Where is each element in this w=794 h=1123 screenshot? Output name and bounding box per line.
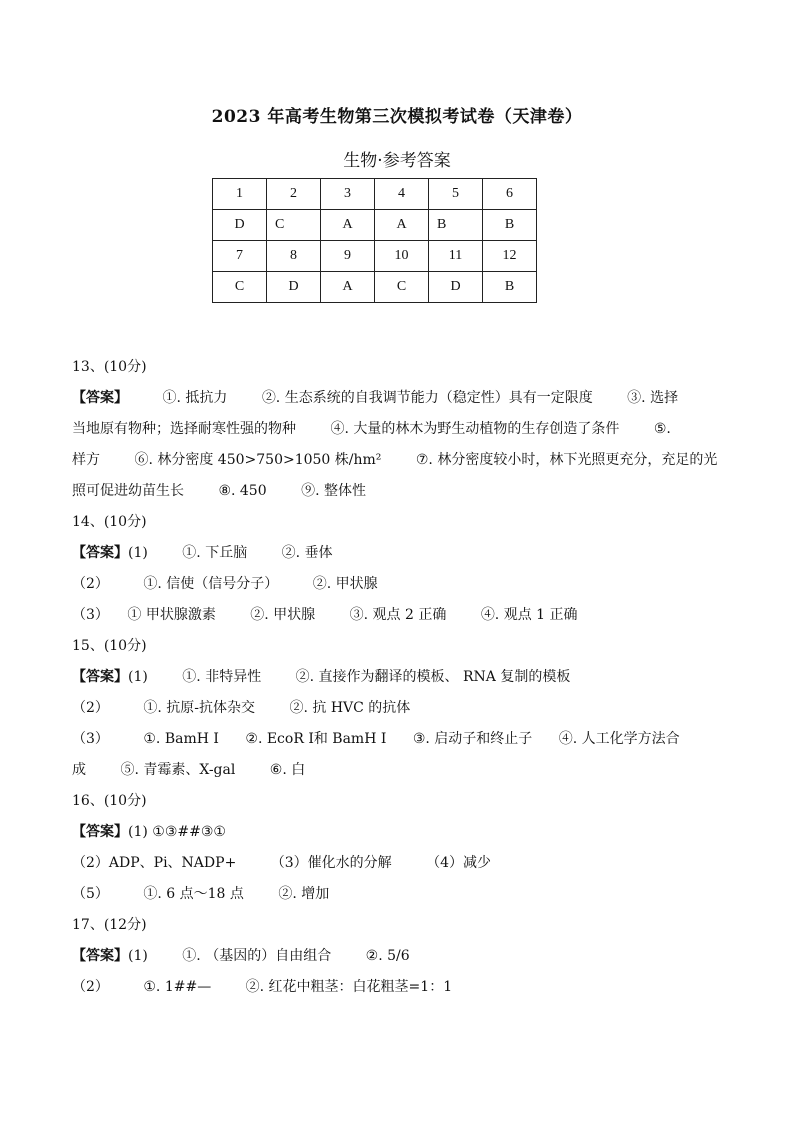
table-cell: C	[375, 272, 429, 303]
answer-line	[72, 879, 682, 910]
answer-item: ②. 生态系统的自我调节能力（稳定性）具有一定限度	[261, 390, 593, 406]
answer-line	[72, 569, 682, 600]
answer-line	[72, 724, 682, 755]
page-title: 2023 年高考生物第三次模拟考试卷（天津卷）	[211, 107, 583, 127]
table-cell: 1	[213, 179, 267, 210]
answer-item: ②. 甲状腺	[250, 607, 316, 623]
question-heading: 16、(10分)	[72, 793, 147, 809]
answer-part: （5）	[72, 886, 109, 902]
answer-table	[212, 178, 537, 303]
answer-item: ②. 直接作为翻译的模板、 RNA 复制的模板	[295, 669, 571, 685]
answer-item: ④. 大量的林木为野生动植物的生存创造了条件	[330, 421, 620, 437]
answer-line	[72, 538, 682, 569]
table-cell: 10	[375, 241, 429, 272]
answer-part: （2）	[72, 576, 109, 592]
answer-item: ① 甲状腺激素	[127, 607, 216, 623]
answer-label: 【答案】	[72, 390, 128, 406]
answer-item: 样方	[72, 452, 100, 468]
answer-part: （3）	[72, 607, 109, 623]
answer-item: ⑦. 林分密度较小时，林下光照更充分，充足的光	[415, 452, 718, 468]
table-row	[213, 272, 537, 303]
table-cell: 6	[483, 179, 537, 210]
answer-item: 成	[72, 762, 86, 778]
answer-item: 当地原有物种；选择耐寒性强的物种	[72, 421, 296, 437]
answer-item: ①. 抗原-抗体杂交	[143, 700, 256, 716]
page-subtitle: 生物·参考答案	[343, 151, 451, 171]
answer-line	[72, 476, 682, 507]
table-cell: A	[321, 272, 375, 303]
table-cell: B	[429, 210, 483, 241]
answer-item: ②. 抗 HVC 的抗体	[289, 700, 411, 716]
table-cell: B	[483, 272, 537, 303]
answer-part: (1)	[128, 669, 148, 685]
answer-item: ②. 红花中粗茎：白花粗茎=1：1	[245, 979, 453, 995]
answer-item: ①. （基因的）自由组合	[182, 948, 332, 964]
question-heading: 17、(12分)	[72, 917, 147, 933]
table-cell: 4	[375, 179, 429, 210]
answer-line	[72, 445, 718, 476]
answer-item: ③. 观点 2 正确	[349, 607, 447, 623]
answer-line	[72, 755, 682, 786]
table-row	[213, 179, 537, 210]
question-heading: 13、(10分)	[72, 359, 147, 375]
answer-line	[72, 941, 682, 972]
table-cell: A	[375, 210, 429, 241]
answer-line	[72, 972, 682, 1003]
answer-item: ③. 启动子和终止子	[412, 731, 533, 747]
question-heading: 15、(10分)	[72, 638, 147, 654]
answer-line	[72, 600, 682, 631]
table-cell: D	[267, 272, 321, 303]
answer-part: (1)	[128, 545, 148, 561]
answer-part: （2）	[72, 700, 109, 716]
answer-item: ⑥. 白	[269, 762, 306, 778]
answer-line	[72, 414, 682, 445]
answer-item: ⑥. 林分密度 450>750>1050 株/hm²	[134, 452, 382, 468]
table-cell: 8	[267, 241, 321, 272]
answer-item: ①. 下丘脑	[182, 545, 248, 561]
answer-item: ⑤.	[653, 421, 671, 437]
answer-item: ②. 垂体	[281, 545, 333, 561]
answer-part: (1)	[128, 948, 148, 964]
answer-part: （2）	[72, 979, 109, 995]
answer-item: （3）催化水的分解	[270, 855, 392, 871]
answer-item: （4）减少	[426, 855, 492, 871]
answer-line	[72, 693, 682, 724]
answer-item: (1) ①③##③①	[128, 824, 226, 840]
answer-item: 照可促进幼苗生长	[72, 483, 184, 499]
answer-label: 【答案】	[72, 669, 128, 685]
table-cell: 5	[429, 179, 483, 210]
answer-line	[72, 662, 682, 693]
answer-item: ①. 信使（信号分子）	[143, 576, 279, 592]
answer-item: ④. 人工化学方法合	[558, 731, 680, 747]
answer-line	[72, 383, 682, 414]
table-cell: D	[429, 272, 483, 303]
answer-label: 【答案】	[72, 545, 128, 561]
answer-item: ①. BamH Ⅰ	[143, 731, 219, 747]
table-cell: 11	[429, 241, 483, 272]
table-cell: D	[213, 210, 267, 241]
answer-item: ①. 1##—	[143, 979, 212, 995]
table-cell: 3	[321, 179, 375, 210]
answer-label: 【答案】	[72, 948, 128, 964]
answer-item: ④. 观点 1 正确	[480, 607, 578, 623]
answer-item: ②. EcoR Ⅰ和 BamH Ⅰ	[245, 731, 387, 747]
answer-item: ①. 非特异性	[182, 669, 262, 685]
answer-item: ②. 5/6	[365, 948, 410, 964]
answer-item: ②. 增加	[278, 886, 330, 902]
answer-item: ①. 6 点～18 点	[143, 886, 244, 902]
table-cell: 2	[267, 179, 321, 210]
answer-item: ③. 选择	[627, 390, 679, 406]
question-heading: 14、(10分)	[72, 514, 147, 530]
answer-item: ⑤. 青霉素、X-gal	[120, 762, 236, 778]
answer-item: ⑧. 450	[218, 483, 267, 499]
table-cell: B	[483, 210, 537, 241]
answer-part: （3）	[72, 731, 109, 747]
answer-line	[72, 848, 682, 879]
answer-item: ②. 甲状腺	[312, 576, 378, 592]
answer-line	[72, 817, 682, 848]
table-cell: C	[213, 272, 267, 303]
table-row	[213, 241, 537, 272]
table-cell: 7	[213, 241, 267, 272]
answer-item: （2）ADP、Pi、NADP+	[72, 855, 237, 871]
table-cell: 9	[321, 241, 375, 272]
answer-item: ①. 抵抗力	[162, 390, 228, 406]
table-row	[213, 210, 537, 241]
table-cell: A	[321, 210, 375, 241]
table-cell: C	[267, 210, 321, 241]
answer-item: ⑨. 整体性	[301, 483, 366, 499]
table-cell: 12	[483, 241, 537, 272]
answer-content	[72, 352, 718, 1003]
answer-label: 【答案】	[72, 824, 128, 840]
